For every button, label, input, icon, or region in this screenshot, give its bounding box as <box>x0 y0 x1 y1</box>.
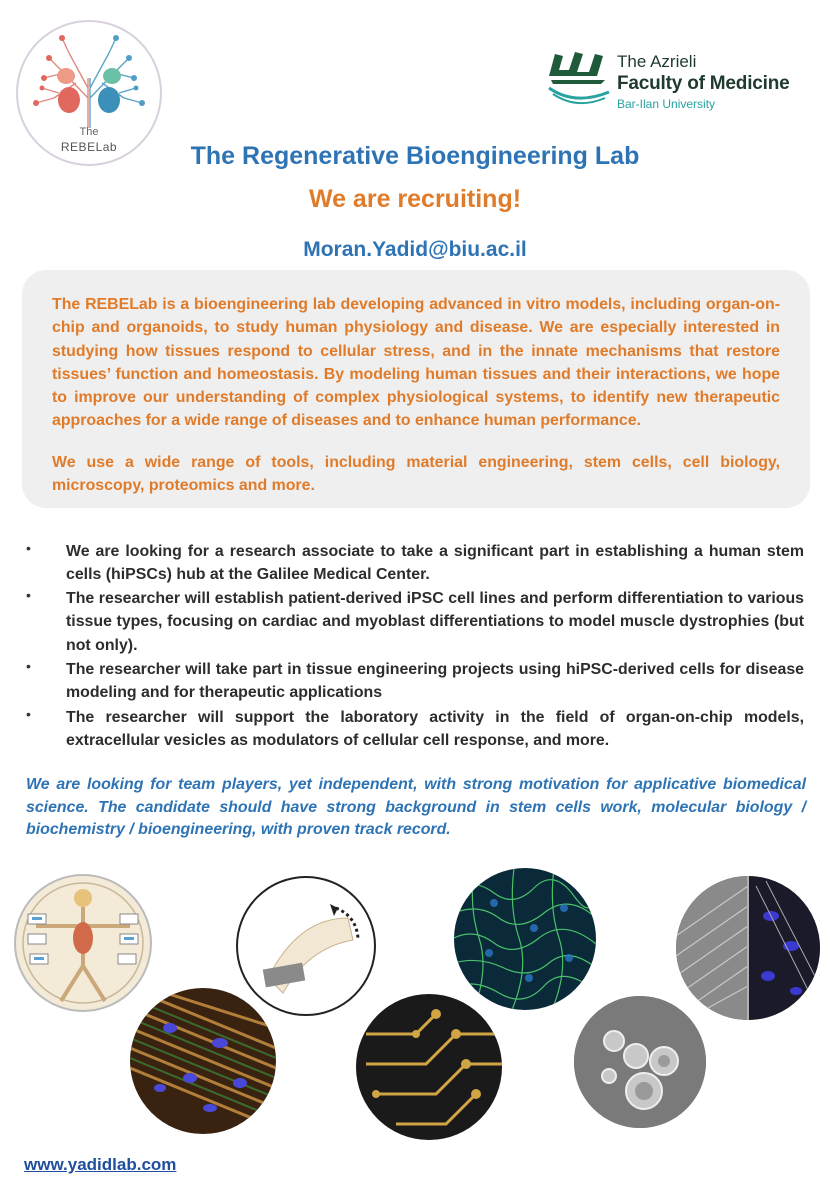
bullet-text: We are looking for a research associate to take a significant part in establishing a human stem cells (hiPSCs) hub at the Galilee Medical Center. <box>66 543 804 584</box>
contact-email[interactable]: Moran.Yadid@biu.ac.il <box>303 238 527 261</box>
bullet-marker: • <box>26 658 31 674</box>
lab-description: The REBELab is a bioengineering lab developing advanced in vitro models, including organ-on-chip and organoids, to study human physiology and disease. We are especially interested in studying how tissues respond to cellular stress, and in the innate mechanisms that restore tissues’ function and homeostasis. By modeling human tissues and their interactions, we hope to improve our understanding of complex physiological systems, to identify new therapeutic approaches for a wide range of diseases and to enhance human performance. <box>52 296 780 430</box>
faculty-university: Bar-Ilan University <box>617 97 716 111</box>
bullet-text: The researcher will support the laboratory activity in the field of organ-on-chip models, extracellular vesicles as modulators of cellular cell response, and more. <box>66 709 804 750</box>
bullet-marker: • <box>26 540 31 556</box>
microelectronics-circuit-image <box>356 994 502 1140</box>
rebelab-logo-line1: The <box>79 126 99 138</box>
muscle-tissue-microscopy <box>130 988 276 1134</box>
rebelab-logo-line2: REBELab <box>60 140 118 154</box>
extracellular-vesicles-em-image <box>574 996 706 1128</box>
bullet-text: The researcher will take part in tissue engineering projects using hiPSC-derived cells for disease modeling and for therapeutic applications <box>66 661 804 702</box>
lab-title: The Regenerative Bioengineering Lab <box>190 142 640 170</box>
bullet-marker: • <box>26 706 31 722</box>
vitruvian-organ-chip-image <box>14 874 152 1012</box>
bullet-text: The researcher will establish patient-derived iPSC cell lines and perform differentiation to various tissue types, focusing on cardiac and myoblast differentiations to model muscle dystrophies (but not only). <box>66 590 804 654</box>
cell-culture-fluorescence-image <box>454 868 596 1010</box>
flexible-device-image <box>236 876 376 1016</box>
bullet-marker: • <box>26 587 31 603</box>
lab-website-link[interactable]: www.yadidlab.com <box>24 1155 177 1174</box>
faculty-name-line1: The Azrieli <box>617 52 697 71</box>
candidate-requirements: We are looking for team players, yet independent, with strong motivation for applicative biomedical science. The candidate should have strong background in stem cells work, molecular biology / biochemistry / bioengineering, with proven track record. <box>26 776 806 838</box>
fiber-scaffold-microscopy-image <box>676 876 820 1020</box>
lab-tools: We use a wide range of tools, including material engineering, stem cells, cell biology, microscopy, proteomics and more. <box>52 454 780 495</box>
faculty-emblem <box>545 48 617 110</box>
faculty-name-line2: Faculty of Medicine <box>617 73 790 94</box>
recruiting-heading: We are recruiting! <box>308 185 522 213</box>
